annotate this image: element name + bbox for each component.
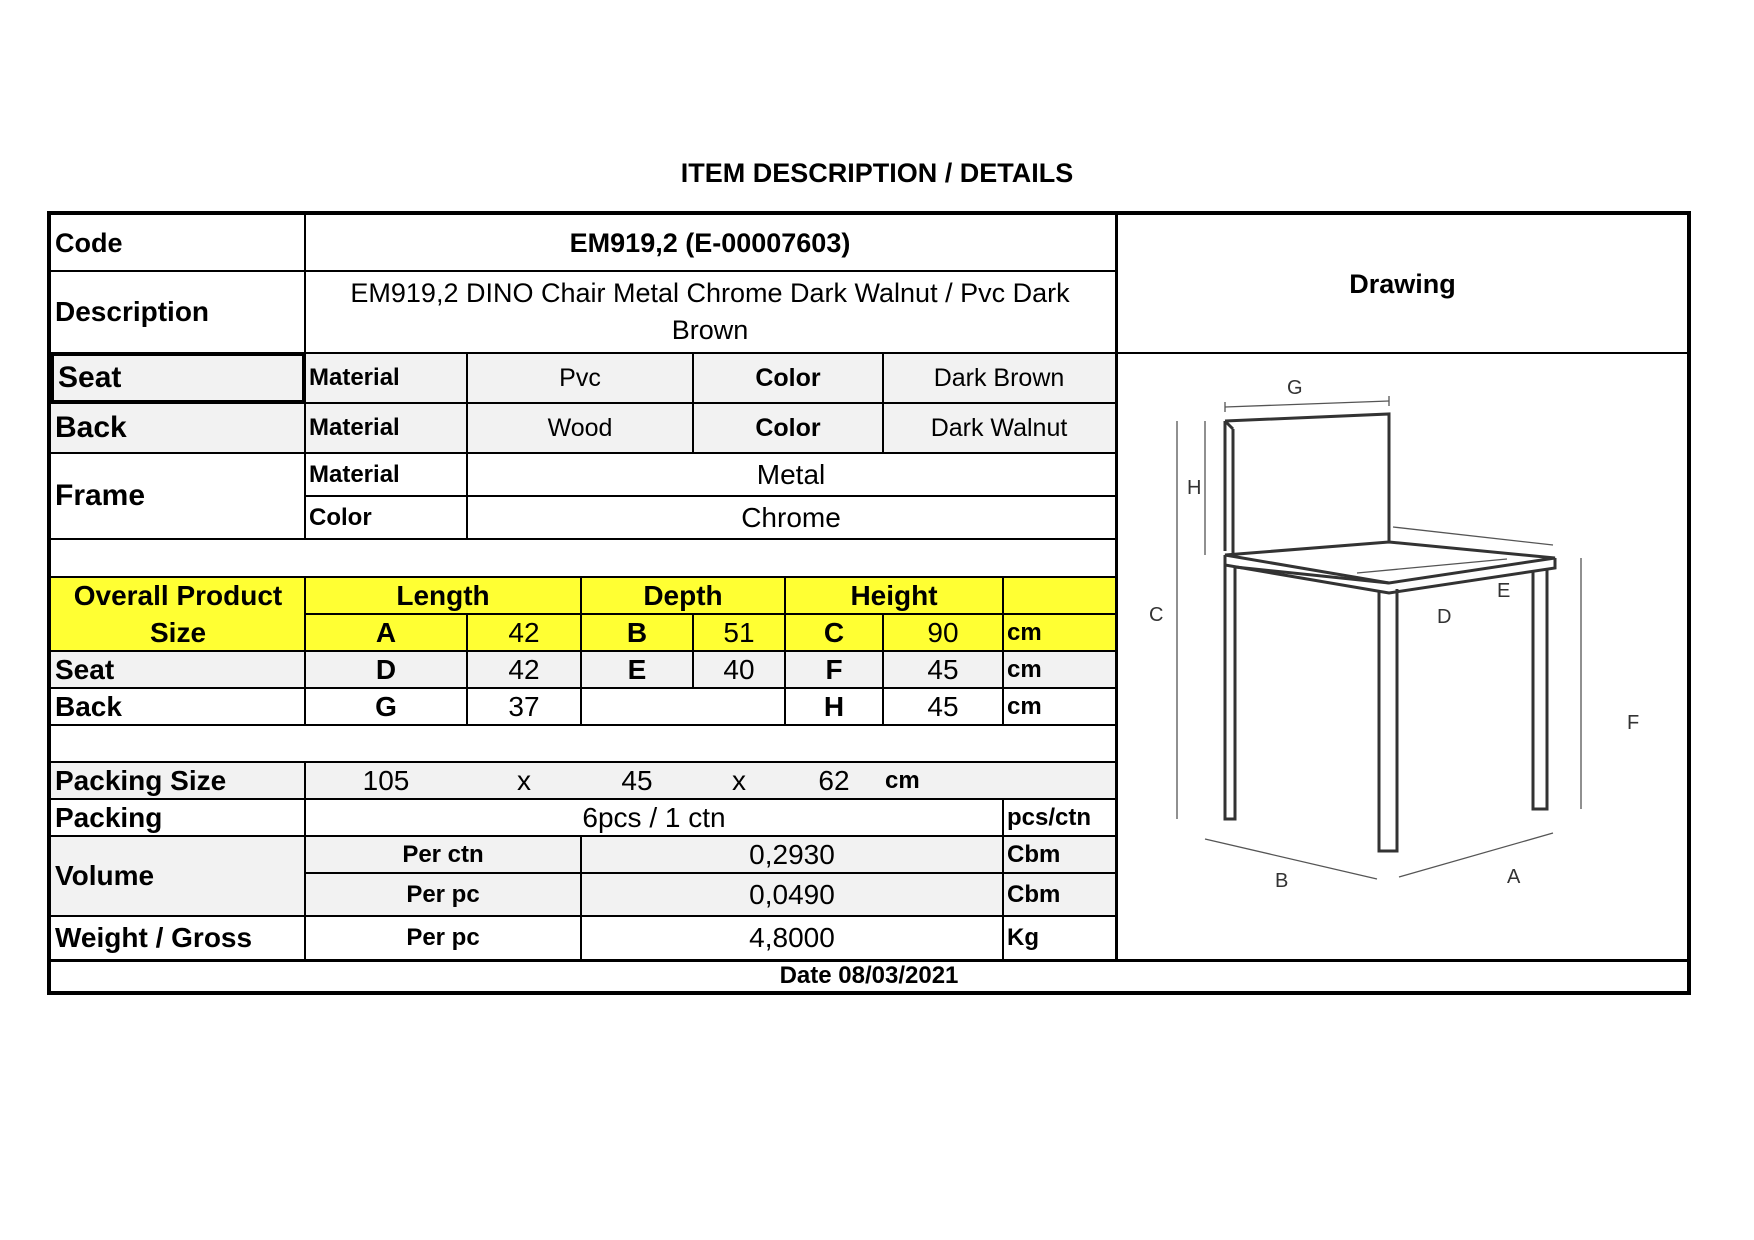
packing-x1: x: [517, 764, 531, 796]
code-value: EM919,2 (E-00007603): [305, 215, 1115, 271]
dim-h-value: 45: [883, 688, 1003, 725]
weight-unit: Kg: [1003, 916, 1115, 960]
page-title: ITEM DESCRIPTION / DETAILS: [680, 158, 1074, 188]
back-material-label: Material: [305, 403, 467, 453]
overall-unit: cm: [1003, 614, 1115, 651]
frame-label: Frame: [51, 453, 305, 539]
dim-g-value: 37: [467, 688, 581, 725]
description-value: EM919,2 DINO Chair Metal Chrome Dark Walnut / Pvc Dark Brown: [305, 271, 1115, 353]
drawing-letter-b: B: [1275, 870, 1289, 892]
spacer-row-2: [51, 725, 1115, 762]
dim-a-letter: A: [305, 614, 467, 651]
packing-unit: pcs/ctn: [1003, 799, 1115, 836]
packing-width: 45: [621, 764, 653, 796]
back-dim-unit: cm: [1003, 688, 1115, 725]
seat-label: Seat: [51, 353, 305, 403]
volume-per-pc-label: Per pc: [305, 873, 581, 916]
code-label: Code: [51, 215, 305, 271]
packing-label: Packing: [51, 799, 305, 836]
drawing-letter-h: H: [1187, 477, 1202, 499]
seat-dim-unit: cm: [1003, 651, 1115, 688]
frame-material-value: Metal: [467, 453, 1115, 496]
back-label: Back: [51, 403, 305, 453]
dim-g-letter: G: [305, 688, 467, 725]
description-label: Description: [51, 271, 305, 353]
packing-height: 62: [818, 764, 850, 796]
dim-e-letter: E: [581, 651, 693, 688]
drawing-letter-f: F: [1627, 712, 1640, 734]
volume-per-ctn-label: Per ctn: [305, 836, 581, 873]
dim-e-value: 40: [693, 651, 785, 688]
packing-x2: x: [732, 764, 746, 796]
volume-per-pc-value: 0,0490: [581, 873, 1003, 916]
back-color-label: Color: [693, 403, 883, 453]
spacer-row: [51, 539, 1115, 577]
back-material-value: Wood: [467, 403, 693, 453]
drawing-letter-d: D: [1437, 606, 1452, 628]
weight-per-pc-label: Per pc: [305, 916, 581, 960]
seat-material-value: Pvc: [467, 353, 693, 403]
seat-dim-label: Seat: [51, 651, 305, 688]
seat-color-value: Dark Brown: [883, 353, 1115, 403]
packing-size-row: [305, 762, 1115, 799]
weight-label: Weight / Gross: [51, 916, 305, 960]
dim-c-letter: C: [785, 614, 883, 651]
back-dim-label: Back: [51, 688, 305, 725]
volume-per-ctn-value: 0,2930: [581, 836, 1003, 873]
dim-d-value: 42: [467, 651, 581, 688]
frame-material-label: Material: [305, 453, 467, 496]
volume-per-ctn-unit: Cbm: [1003, 836, 1115, 873]
weight-value: 4,8000: [581, 916, 1003, 960]
packing-size-unit: cm: [885, 766, 920, 794]
date-footer: Date 08/03/2021: [51, 960, 1687, 991]
frame-color-label: Color: [305, 496, 467, 539]
drawing-letter-e: E: [1497, 580, 1511, 602]
overall-size-label: Overall Product Size: [51, 577, 305, 651]
volume-per-pc-unit: Cbm: [1003, 873, 1115, 916]
depth-header: Depth: [581, 577, 785, 614]
drawing-letter-c: C: [1149, 604, 1164, 626]
dim-f-value: 45: [883, 651, 1003, 688]
drawing-header: Drawing: [1118, 215, 1687, 353]
drawing-letter-g: G: [1287, 377, 1303, 399]
packing-size-label: Packing Size: [51, 762, 305, 799]
dim-d-letter: D: [305, 651, 467, 688]
dim-f-letter: F: [785, 651, 883, 688]
drawing-letter-a: A: [1507, 866, 1521, 888]
dim-c-value: 90: [883, 614, 1003, 651]
length-header: Length: [305, 577, 581, 614]
packing-length: 105: [362, 764, 410, 796]
packing-value: 6pcs / 1 ctn: [305, 799, 1003, 836]
height-header: Height: [785, 577, 1003, 614]
volume-label: Volume: [51, 836, 305, 916]
back-color-value: Dark Walnut: [883, 403, 1115, 453]
dim-a-value: 42: [467, 614, 581, 651]
seat-material-label: Material: [305, 353, 467, 403]
back-depth-blank: [581, 688, 785, 725]
chair-drawing: [1107, 359, 1667, 899]
unit-header-blank: [1003, 577, 1115, 614]
dim-b-letter: B: [581, 614, 693, 651]
dim-h-letter: H: [785, 688, 883, 725]
frame-color-value: Chrome: [467, 496, 1115, 539]
seat-color-label: Color: [693, 353, 883, 403]
dim-b-value: 51: [693, 614, 785, 651]
